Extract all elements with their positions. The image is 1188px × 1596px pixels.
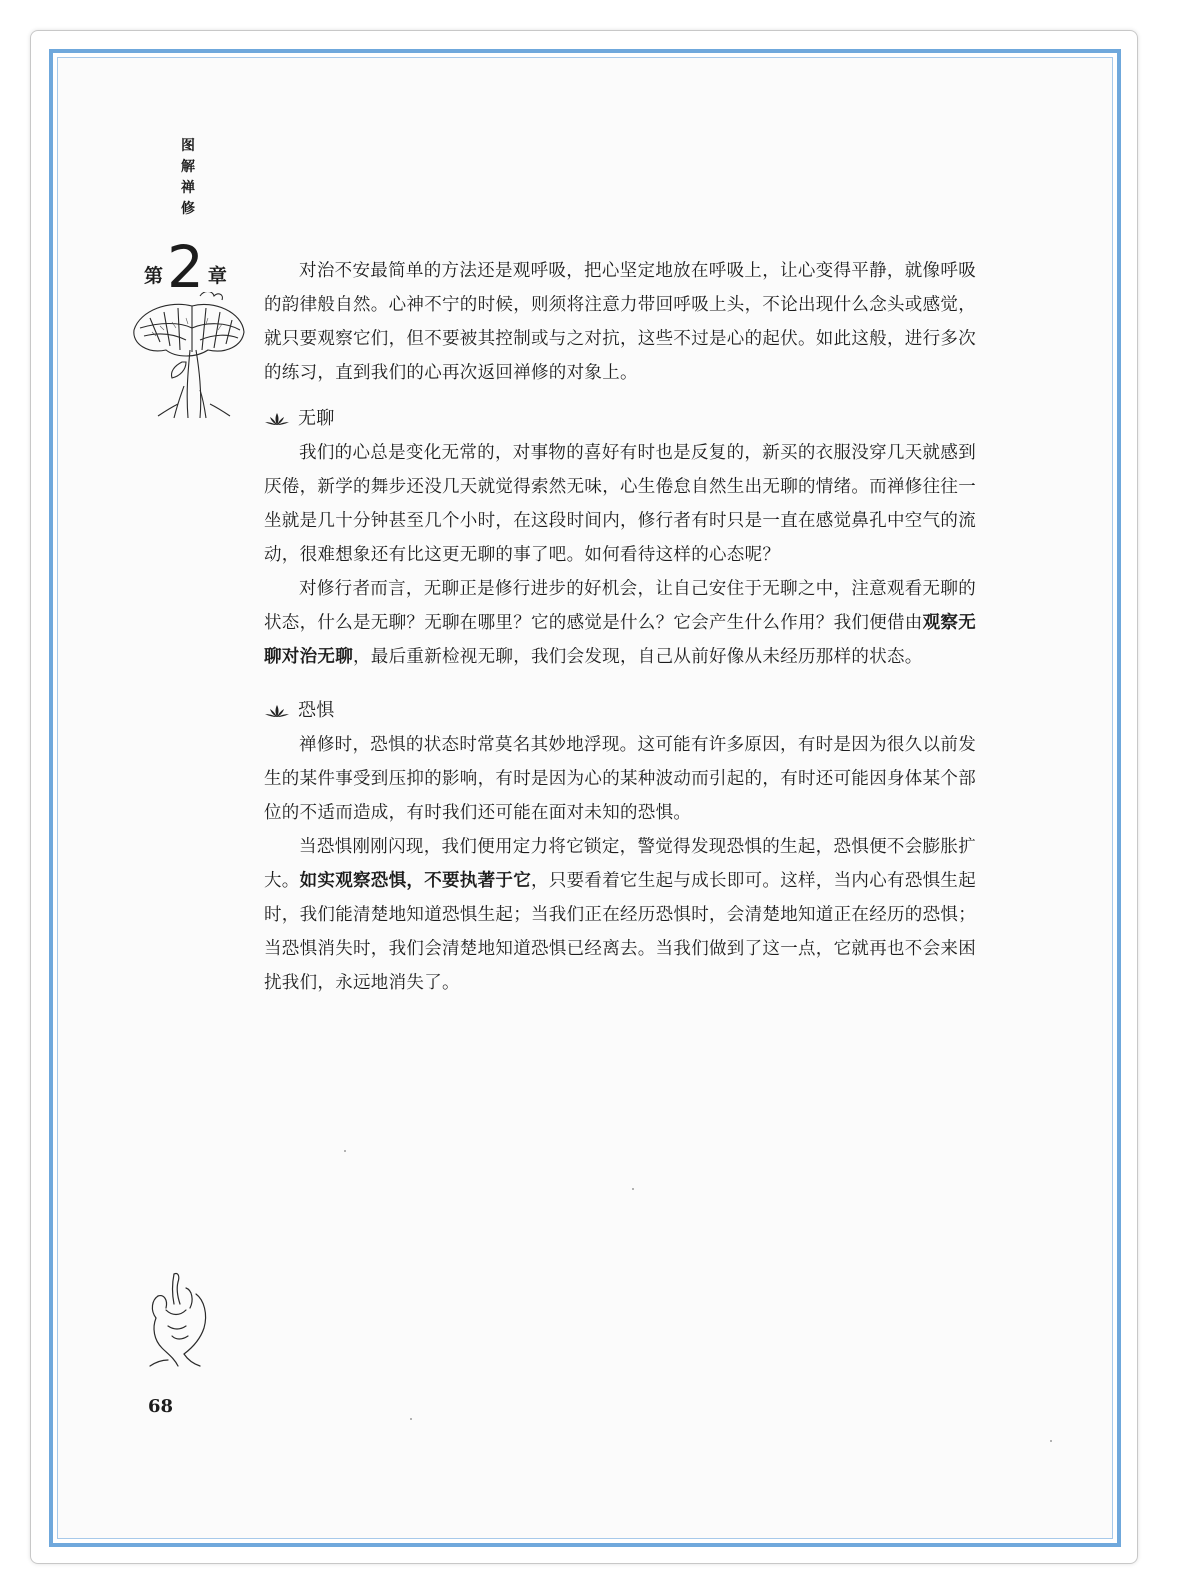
scan-speck xyxy=(632,1188,634,1190)
lotus-illustration xyxy=(130,292,250,420)
chapter-prefix: 第 xyxy=(144,265,164,287)
paragraph-text: 当恐惧刚刚闪现，我们便用定力将它锁定，警觉得发现恐惧的生起，恐惧便不会膨胀扩大。 xyxy=(264,837,976,891)
page-number: 68 xyxy=(148,1396,174,1417)
paragraph: 我们的心总是变化无常的，对事物的喜好有时也是反复的，新买的衣服没穿几天就感到厌倦，新学的舞步还没几天就觉得索然无味，心生倦怠自然生出无聊的情绪。而禅修往往一坐就是几十分钟甚至几个小时，在这段时间内，修行者有时只是一直在感觉鼻孔中空气的流动，很难想象还有比这更无聊的事了吧。如何看待这样的心态呢？ xyxy=(264,443,976,565)
chapter-number: 2 xyxy=(167,233,204,301)
series-char: 禅 xyxy=(181,180,195,196)
section-title: 无聊 xyxy=(298,408,335,429)
paragraph-text: ，最后重新检视无聊，我们会发现，自己从前好像从未经历那样的状态。 xyxy=(353,647,923,667)
paragraph xyxy=(264,830,976,1000)
scan-speck xyxy=(410,1418,412,1420)
emphasis-text: 观察无聊对治无聊 xyxy=(264,613,977,667)
section-title: 恐惧 xyxy=(298,700,335,721)
series-char: 解 xyxy=(181,159,195,175)
series-char: 图 xyxy=(181,138,195,154)
paragraph xyxy=(264,572,976,674)
scan-speck xyxy=(1050,1440,1052,1442)
paragraph: 禅修时，恐惧的状态时常莫名其妙地浮现。这可能有许多原因，有时是因为很久以前发生的某件事受到压抑的影响，有时是因为心的某种波动而引起的，有时还可能因身体某个部位的不适而造成，有时我们还可能在面对未知的恐惧。 xyxy=(264,735,976,823)
intro-paragraph: 对治不安最简单的方法还是观呼吸，把心坚定地放在呼吸上，让心变得平静，就像呼吸的韵律般自然。心神不宁的时候，则须将注意力带回呼吸上头，不论出现什么念头或感觉，就只要观察它们，但不要被其控制或与之对抗，这些不过是心的起伏。如此这般，进行多次的练习，直到我们的心再次返回禅修的对象上。 xyxy=(264,261,976,383)
paragraph-text: 对修行者而言，无聊正是修行进步的好机会，让自己安住于无聊之中，注意观看无聊的状态，什么是无聊？无聊在哪里？它的感觉是什么？它会产生什么作用？我们便借由 xyxy=(264,579,976,633)
section-heading-boredom xyxy=(264,402,976,436)
series-char: 修 xyxy=(181,201,195,217)
lotus-icon xyxy=(264,411,290,427)
series-title xyxy=(178,136,198,220)
scan-speck xyxy=(344,1150,346,1152)
chapter-marker xyxy=(144,233,227,301)
paragraph-text: ，只要看着它生起与成长即可。这样，当内心有恐惧生起时，我们能清楚地知道恐惧生起；当我们正在经历恐惧时，会清楚地知道正在经历的恐惧；当恐惧消失时，我们会清楚地知道恐惧已经离去。当我们做到了这一点，它就再也不会来困扰我们，永远地消失了。 xyxy=(264,871,977,993)
article-body xyxy=(264,254,976,1000)
emphasis-text: 如实观察恐惧，不要执著于它 xyxy=(299,871,532,891)
chapter-suffix: 章 xyxy=(207,265,227,287)
lotus-icon xyxy=(264,703,290,719)
section-heading-fear xyxy=(264,694,976,728)
mudra-hand-illustration xyxy=(138,1270,218,1370)
